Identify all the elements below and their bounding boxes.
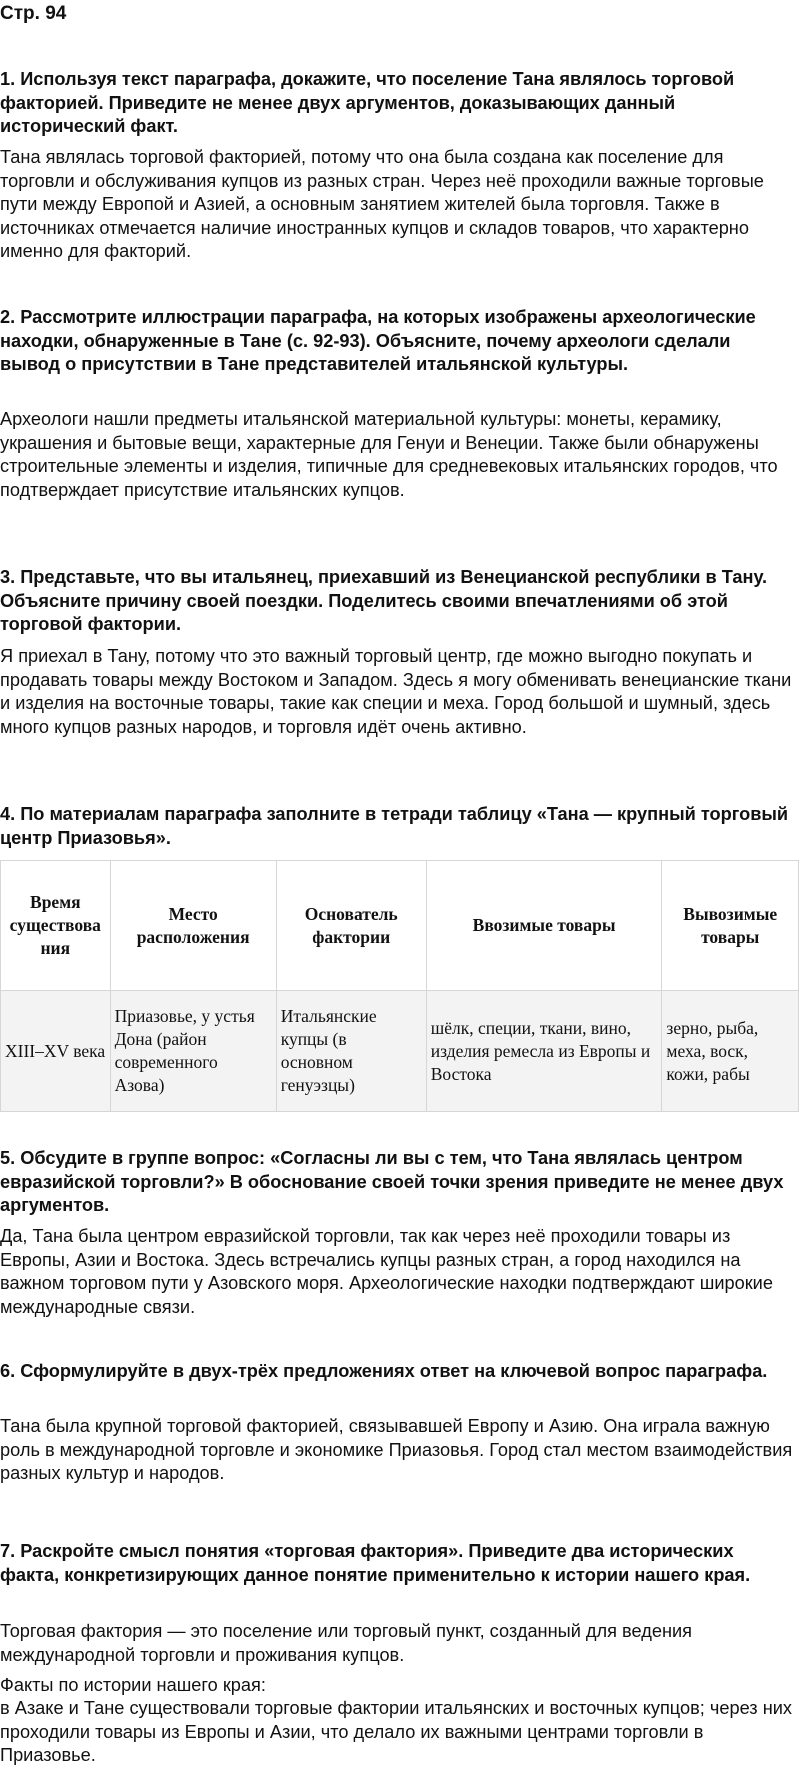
table-header-cell: Время существова ния: [1, 861, 111, 991]
question-7-heading: 7. Раскройте смысл понятия «торговая фактория». Приведите два исторических факта, конкретизирующих данное понятие применительно к истории нашего края.: [0, 1541, 751, 1585]
question-3-answer: Я приехал в Тану, потому что это важный торговый центр, где можно выгодно покупать и продавать товары между Востоком и Западом. Здесь я могу обменивать венецианские ткани и изделия на восточные товары, такие как специи и меха. Город большой и шумный, здесь много купцов разных народов, и торговля идёт очень активно.: [0, 646, 792, 737]
question-1-heading: 1. Используя текст параграфа, докажите, что поселение Тана являлось торговой факторией. Приведите не менее двух аргументов, доказывающих данный исторический факт.: [0, 69, 735, 136]
tana-table-container: [0, 860, 799, 1112]
question-6-answer: Тана была крупной торговой факторией, связывавшей Европу и Азию. Она играла важную роль в международной торговле и экономике Приазовья. Город стал местом взаимодействия разных культур и народов.: [0, 1416, 793, 1483]
table-row: [1, 991, 799, 1112]
question-2-answer: Археологи нашли предметы итальянской материальной культуры: монеты, керамику, украшения и бытовые вещи, характерные для Генуи и Венеции. Также были обнаружены строительные элементы и изделия, типичные для средневековых итальянских городов, что подтверждает присутствие итальянских купцов.: [0, 409, 778, 500]
table-header-cell: Ввозимые товары: [426, 861, 662, 991]
table-cell: Итальянские купцы (в основном генуэзцы): [276, 991, 426, 1112]
table-header-cell: Основатель фактории: [276, 861, 426, 991]
table-header-row: [1, 861, 799, 991]
question-7-facts-label: Факты по истории нашего края:: [0, 1675, 266, 1695]
table-cell: зерно, рыба, меха, воск, кожи, рабы: [662, 991, 799, 1112]
question-3-heading: 3. Представьте, что вы итальянец, приехавший из Венецианской республики в Тану. Объясните причину своей поездки. Поделитесь своими впечатлениями об этой торговой фактории.: [0, 567, 768, 634]
question-6-heading: 6. Сформулируйте в двух-трёх предложениях ответ на ключевой вопрос параграфа.: [0, 1361, 768, 1381]
question-7-answer: Торговая фактория — это поселение или торговый пункт, созданный для ведения международной торговли и проживания купцов.: [0, 1621, 693, 1665]
question-1-answer: Тана являлась торговой факторией, потому что она была создана как поселение для торговли и обслуживания купцов из разных стран. Через неё проходили важные торговые пути между Европой и Азией, а основным занятием жителей была торговля. Также в источниках отмечается наличие иностранных купцов и складов товаров, что характерно именно для факторий.: [0, 147, 764, 261]
table-header-cell: Вывозимые товары: [662, 861, 799, 991]
tana-table: [0, 860, 799, 1112]
table-header-cell: Место расположения: [110, 861, 276, 991]
page-title: Стр. 94: [0, 3, 67, 24]
question-5-answer: Да, Тана была центром евразийской торговли, так как через неё проходили товары из Европы, Азии и Востока. Здесь встречались купцы разных стран, а город находился на важном торговом пути у Азовского моря. Археологические находки подтверждают широкие международные связи.: [0, 1226, 773, 1317]
table-cell: Приазовье, у устья Дона (район современного Азова): [110, 991, 276, 1112]
question-5-heading: 5. Обсудите в группе вопрос: «Согласны ли вы с тем, что Тана являлась центром евразийской торговли?» В обоснование своей точки зрения приведите не менее двух аргументов.: [0, 1148, 784, 1215]
question-2-heading: 2. Рассмотрите иллюстрации параграфа, на которых изображены археологические находки, обнаруженные в Тане (с. 92-93). Объясните, почему археологи сделали вывод о присутствии в Тане представителей итальянской культуры.: [0, 307, 756, 374]
table-cell: XIII–XV века: [1, 991, 111, 1112]
table-cell: шёлк, специи, ткани, вино, изделия ремесла из Европы и Востока: [426, 991, 662, 1112]
question-4-heading: 4. По материалам параграфа заполните в тетради таблицу «Тана — крупный торговый центр Приазовья».: [0, 804, 789, 848]
question-7-facts-text: в Азаке и Тане существовали торговые фактории итальянских и восточных купцов; через них проходили товары из Европы и Азии, что делало их важными центрами торговли в Приазовье.: [0, 1698, 792, 1765]
